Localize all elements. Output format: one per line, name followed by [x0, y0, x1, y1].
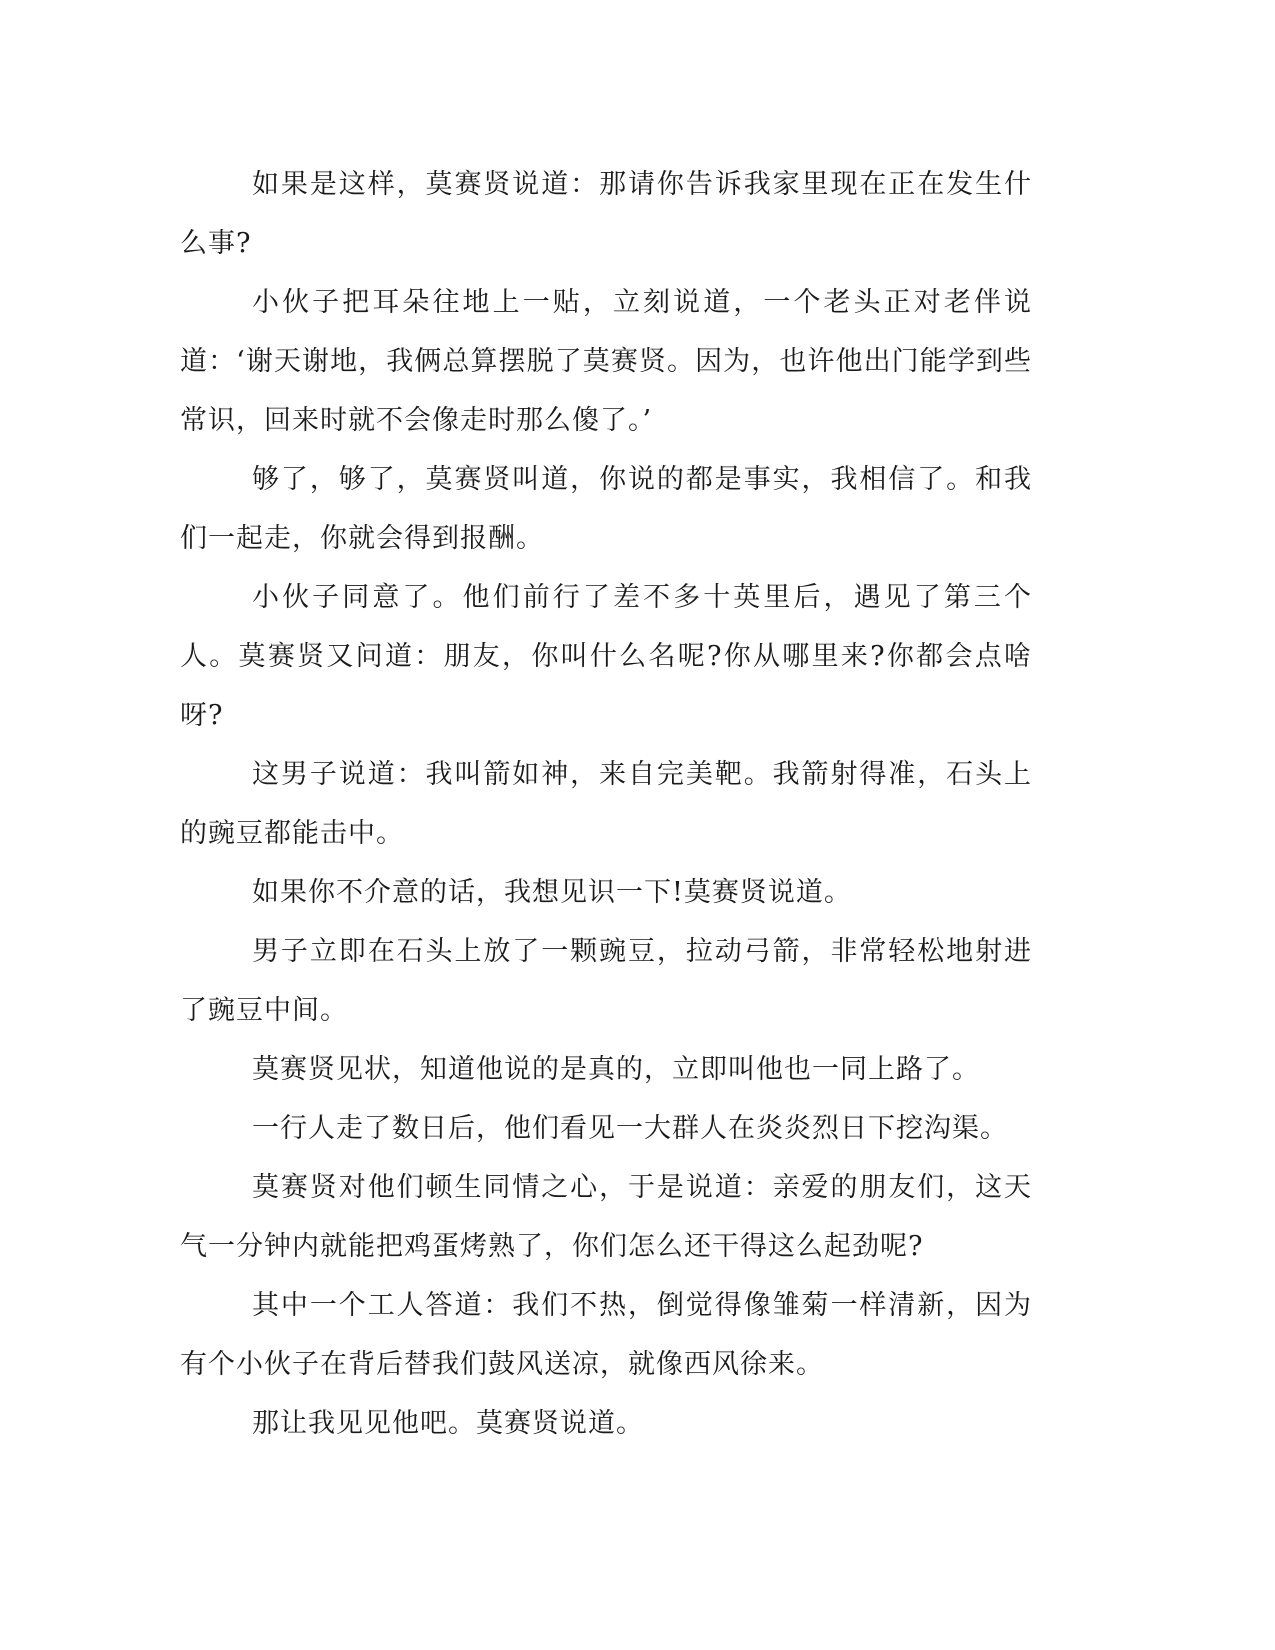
- paragraph-7: 男子立即在石头上放了一颗豌豆，拉动弓箭，非常轻松地射进了豌豆中间。: [180, 936, 1032, 1026]
- paragraph-8: 莫赛贤见状，知道他说的是真的，立即叫他也一同上路了。: [252, 1054, 980, 1085]
- paragraph-4: 小伙子同意了。他们前行了差不多十英里后，遇见了第三个人。莫赛贤又问道：朋友，你叫什么名呢?你从哪里来?你都会点啥呀?: [180, 582, 1032, 731]
- paragraph-11: 其中一个工人答道：我们不热，倒觉得像雏菊一样清新，因为有个小伙子在背后替我们鼓风送凉，就像西风徐来。: [180, 1290, 1032, 1380]
- paragraph-12: 那让我见见他吧。莫赛贤说道。: [252, 1408, 644, 1439]
- paragraph-1: 如果是这样，莫赛贤说道：那请你告诉我家里现在正在发生什么事?: [180, 169, 1032, 259]
- paragraph-10: 莫赛贤对他们顿生同情之心，于是说道：亲爱的朋友们，这天气一分钟内就能把鸡蛋烤熟了，你们怎么还干得这么起劲呢?: [180, 1172, 1032, 1262]
- story-text: [180, 155, 1032, 1453]
- paragraph-3: 够了，够了，莫赛贤叫道，你说的都是事实，我相信了。和我们一起走，你就会得到报酬。: [180, 464, 1032, 554]
- paragraph-2: 小伙子把耳朵往地上一贴，立刻说道，一个老头正对老伴说道：‘谢天谢地，我俩总算摆脱了莫赛贤。因为，也许他出门能学到些常识，回来时就不会像走时那么傻了。’: [180, 287, 1032, 436]
- paragraph-6: 如果你不介意的话，我想见识一下!莫赛贤说道。: [252, 877, 852, 908]
- paragraph-9: 一行人走了数日后，他们看见一大群人在炎炎烈日下挖沟渠。: [252, 1113, 1008, 1144]
- paragraph-5: 这男子说道：我叫箭如神，来自完美靶。我箭射得准，石头上的豌豆都能击中。: [180, 759, 1032, 849]
